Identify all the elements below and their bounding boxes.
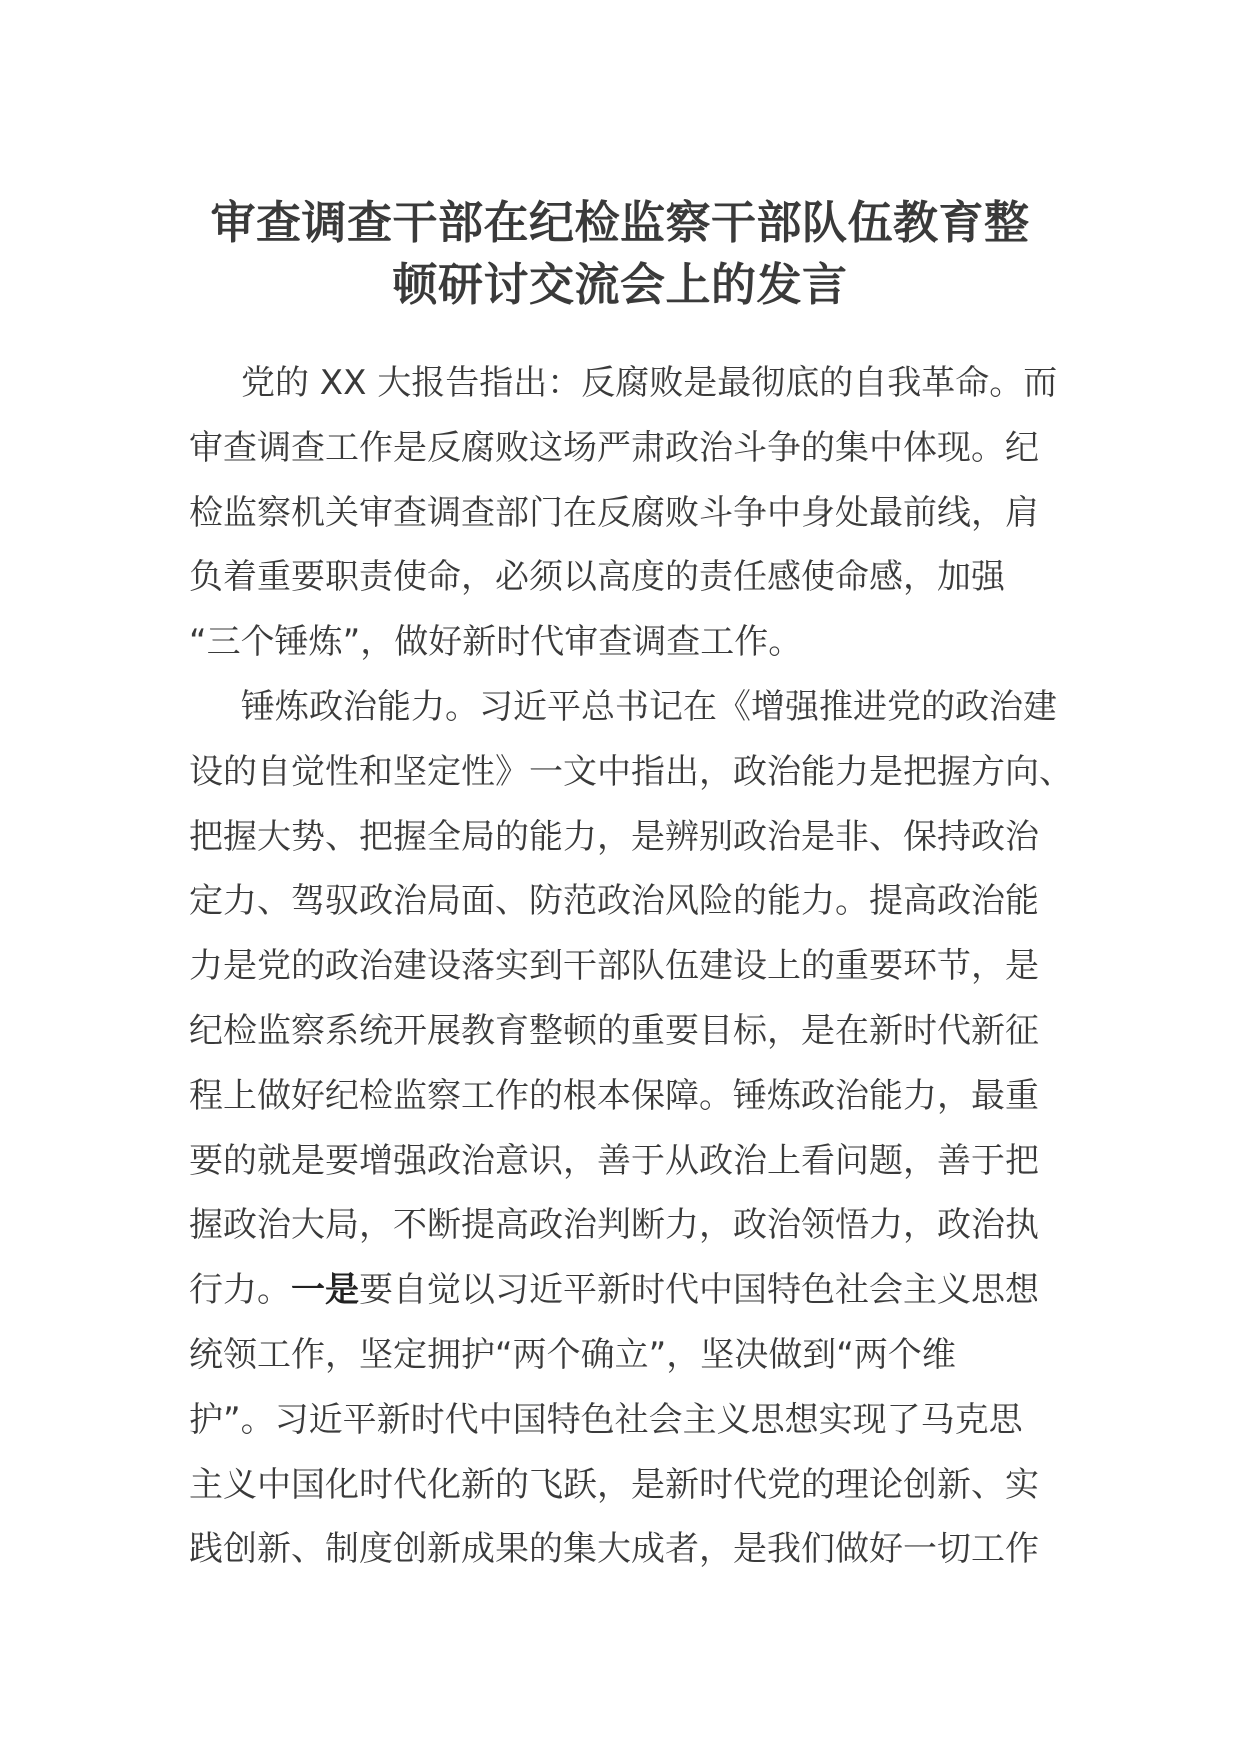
paragraph-2-line-14: 践创新、制度创新成果的集大成者，是我们做好一切工作 <box>189 1529 1039 1570</box>
line-prefix: 行力。 <box>189 1270 291 1311</box>
document-title <box>180 192 1060 316</box>
paragraph-1-line-1: 党的 XX 大报告指出：反腐败是最彻底的自我革命。而 <box>241 363 1058 403</box>
paragraph-1-line-3: 检监察机关审查调查部门在反腐败斗争中身处最前线，肩 <box>189 492 1039 533</box>
emphasis-first-point: 一是 <box>291 1270 359 1311</box>
paragraph-2-line-11: 统领工作，坚定拥护“两个确立”，坚决做到“两个维 <box>189 1334 956 1375</box>
paragraph-2-line-13: 主义中国化时代化新的飞跃，是新时代党的理论创新、实 <box>189 1464 1039 1505</box>
line-rest: 要自觉以习近平新时代中国特色社会主义思想 <box>359 1270 1039 1311</box>
paragraph-2-line-9: 握政治大局，不断提高政治判断力，政治领悟力，政治执 <box>189 1205 1039 1246</box>
paragraph-1-line-5: “三个锤炼”，做好新时代审查调查工作。 <box>189 622 803 663</box>
paragraph-2-line-3: 把握大势、把握全局的能力，是辨别政治是非、保持政治 <box>189 816 1039 857</box>
title-line-2: 顿研讨交流会上的发言 <box>392 258 848 311</box>
paragraph-2-line-7: 程上做好纪检监察工作的根本保障。锤炼政治能力，最重 <box>189 1075 1039 1116</box>
paragraph-2-line-8: 要的就是要增强政治意识，善于从政治上看问题，善于把 <box>189 1140 1039 1181</box>
paragraph-2-line-12: 护”。习近平新时代中国特色社会主义思想实现了马克思 <box>189 1399 1023 1440</box>
paragraph-2-line-6: 纪检监察系统开展教育整顿的重要目标，是在新时代新征 <box>189 1010 1039 1051</box>
paragraph-2-line-2: 设的自觉性和坚定性》一文中指出，政治能力是把握方向、 <box>189 751 1073 792</box>
document-body <box>189 351 1073 1582</box>
paragraph-2-line-4: 定力、驾驭政治局面、防范政治风险的能力。提高政治能 <box>189 881 1039 922</box>
paragraph-2-line-5: 力是党的政治建设落实到干部队伍建设上的重要环节，是 <box>189 946 1039 987</box>
paragraph-2-line-1: 锤炼政治能力。习近平总书记在《增强推进党的政治建 <box>241 686 1057 727</box>
paragraph-1-line-2: 审查调查工作是反腐败这场严肃政治斗争的集中体现。纪 <box>189 427 1039 468</box>
paragraph-2-line-10 <box>189 1258 1059 1323</box>
title-line-1: 审查调查干部在纪检监察干部队伍教育整 <box>210 196 1030 249</box>
paragraph-1-line-4: 负着重要职责使命，必须以高度的责任感使命感，加强 <box>189 557 1005 598</box>
